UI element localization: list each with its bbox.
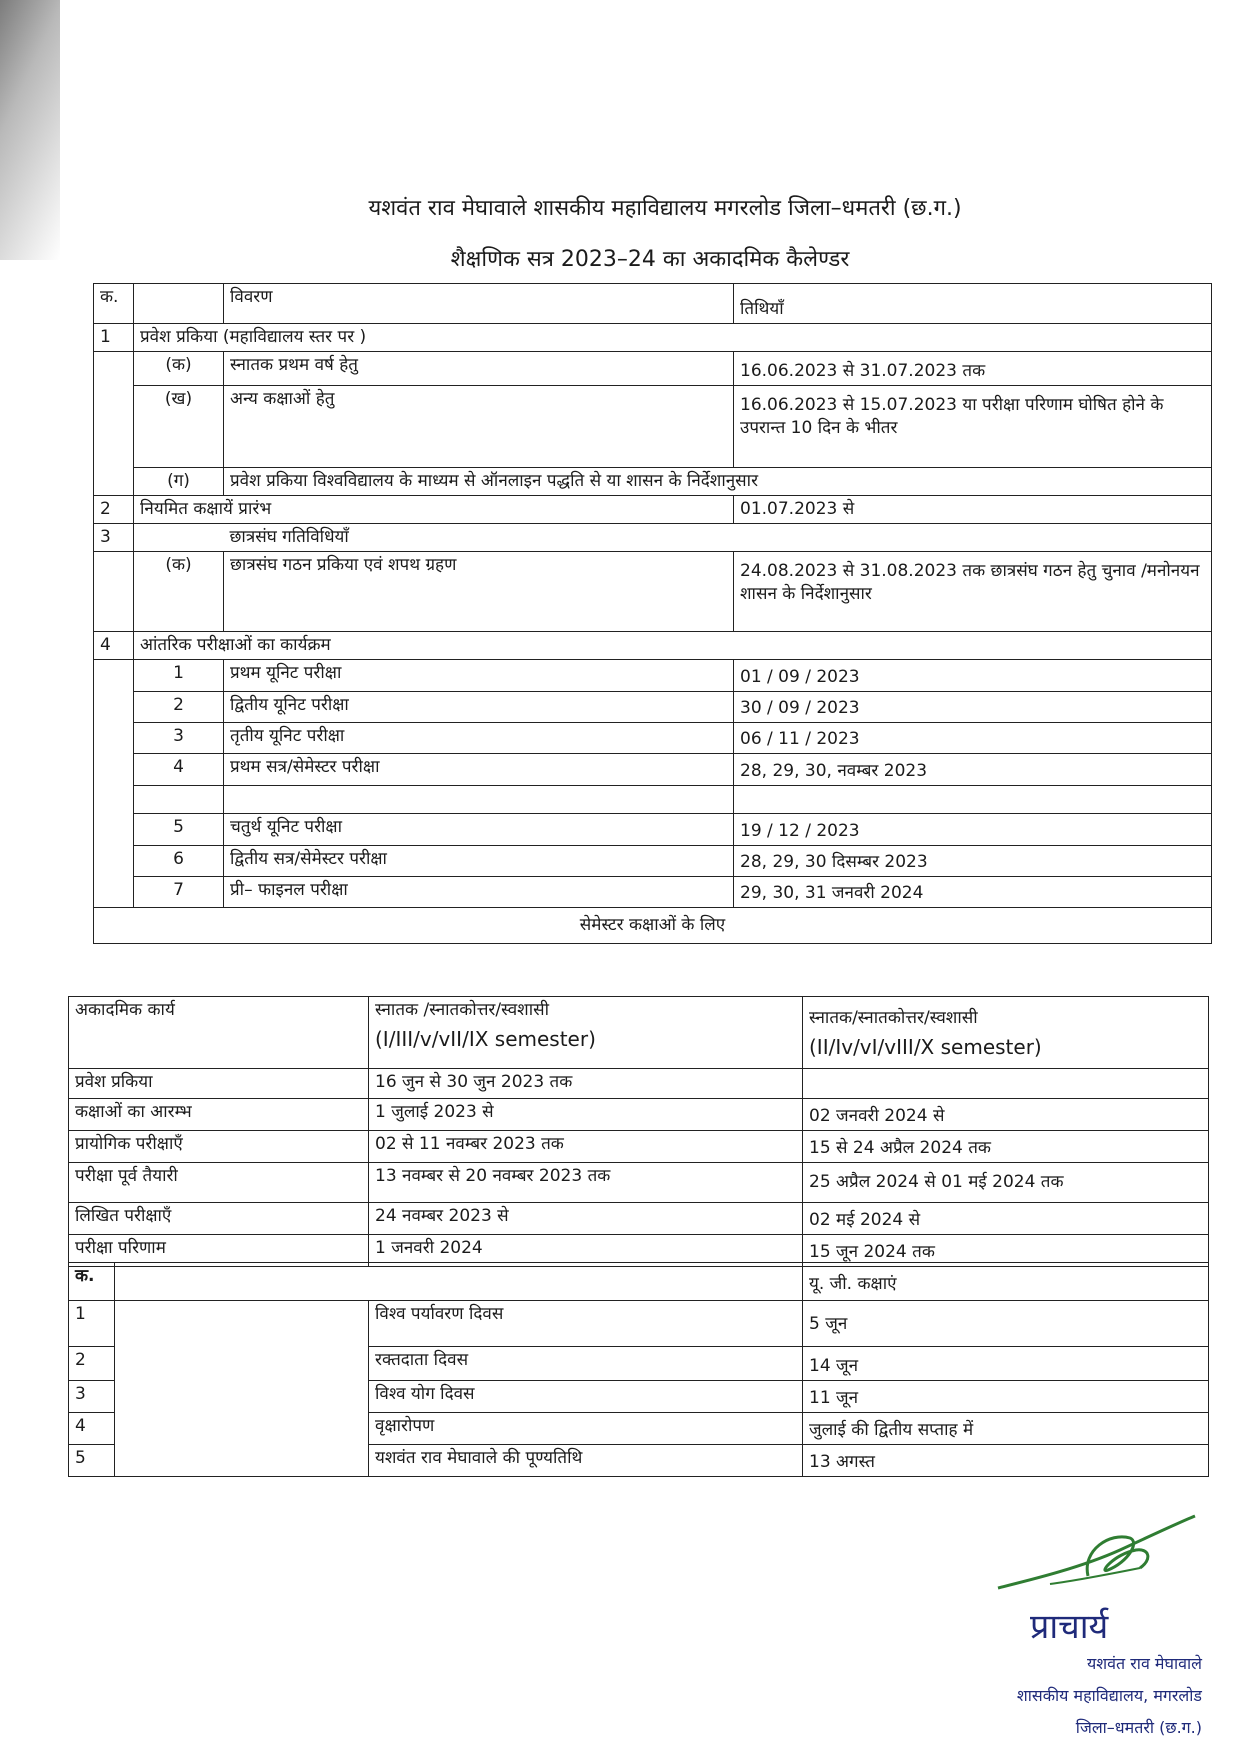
item-number: 7 bbox=[134, 877, 224, 908]
event-name: रक्तदाता दिवस bbox=[369, 1347, 803, 1381]
header-odd bbox=[369, 997, 803, 1069]
section-row bbox=[94, 324, 1212, 352]
calendar-table bbox=[93, 283, 1212, 944]
item-number: 2 bbox=[134, 692, 224, 723]
header-even bbox=[803, 997, 1209, 1069]
header-sno: क. bbox=[94, 284, 134, 324]
header-sno: क. bbox=[69, 1263, 115, 1301]
college-name-heading: यशवंत राव मेघावाले शासकीय महाविद्यालय मगरलोड जिला–धमतरी (छ.ग.) bbox=[368, 196, 962, 221]
work-label: प्रायोगिक परीक्षाएँ bbox=[69, 1131, 369, 1163]
odd-value: 16 जुन से 30 जुन 2023 तक bbox=[369, 1069, 803, 1099]
table-row bbox=[94, 754, 1212, 786]
row-desc: प्री– फाइनल परीक्षा bbox=[224, 877, 734, 908]
row-desc: चतुर्थ यूनिट परीक्षा bbox=[224, 814, 734, 846]
sub-label: (ख) bbox=[134, 386, 224, 468]
calendar-title: शैक्षणिक सत्र 2023–24 का अकादमिक कैलेण्डर bbox=[450, 247, 850, 272]
event-date: 13 अगस्त bbox=[803, 1445, 1209, 1477]
table-row bbox=[94, 723, 1212, 754]
row-date: 16.06.2023 से 15.07.2023 या परीक्षा परिणाम घोषित होने के उपरान्त 10 दिन के भीतर bbox=[734, 386, 1212, 468]
header-blank bbox=[115, 1263, 803, 1301]
table-row bbox=[94, 352, 1212, 386]
row-date: 29, 30, 31 जनवरी 2024 bbox=[734, 877, 1212, 908]
header-details: विवरण bbox=[224, 284, 734, 324]
row-date: 30 / 09 / 2023 bbox=[734, 692, 1212, 723]
principal-signature-block bbox=[950, 1510, 1220, 1750]
table-row bbox=[69, 1203, 1209, 1235]
table-row bbox=[94, 814, 1212, 846]
item-number: 1 bbox=[134, 660, 224, 692]
event-date: जुलाई की द्वितीय सप्ताह में bbox=[803, 1413, 1209, 1445]
events-header-row bbox=[69, 1263, 1209, 1301]
row-date: 28, 29, 30, नवम्बर 2023 bbox=[734, 754, 1212, 786]
header-even-line2: (II/Iv/vI/vIII/X semester) bbox=[809, 1035, 1042, 1059]
table-header-row bbox=[94, 284, 1212, 324]
event-name: यशवंत राव मेघावाले की पूण्यतिथि bbox=[369, 1445, 803, 1477]
section-title: प्रवेश प्रकिया (महाविद्यालय स्तर पर ) bbox=[134, 324, 1212, 352]
blank-cell bbox=[734, 786, 1212, 814]
events-table bbox=[68, 1262, 1209, 1477]
semester-header-row bbox=[69, 997, 1209, 1069]
sub-label: (क) bbox=[134, 352, 224, 386]
section-number: 3 bbox=[94, 524, 134, 552]
semester-table bbox=[68, 996, 1209, 1267]
table-row bbox=[94, 468, 1212, 496]
table-row bbox=[94, 877, 1212, 908]
item-number: 3 bbox=[69, 1381, 115, 1413]
odd-value: 1 जुलाई 2023 से bbox=[369, 1099, 803, 1131]
work-label: परीक्षा परिणाम bbox=[69, 1235, 369, 1267]
item-number: 2 bbox=[69, 1347, 115, 1381]
row-date: 24.08.2023 से 31.08.2023 तक छात्रसंघ गठन हेतु चुनाव /मनोनयन शासन के निर्देशानुसार bbox=[734, 552, 1212, 632]
work-label: लिखित परीक्षाएँ bbox=[69, 1203, 369, 1235]
event-name: विश्व योग दिवस bbox=[369, 1381, 803, 1413]
table-row bbox=[69, 1301, 1209, 1347]
blank-cell bbox=[134, 524, 224, 552]
item-number: 3 bbox=[134, 723, 224, 754]
row-desc: द्वितीय यूनिट परीक्षा bbox=[224, 692, 734, 723]
signature-mark bbox=[990, 1510, 1200, 1605]
blank-cell bbox=[224, 786, 734, 814]
header-odd-line2: (I/III/v/vII/IX semester) bbox=[375, 1027, 596, 1051]
table-row bbox=[69, 1131, 1209, 1163]
section-row bbox=[94, 524, 1212, 552]
row-date: 01.07.2023 से bbox=[734, 496, 1212, 524]
blank-cell bbox=[115, 1301, 369, 1477]
row-desc: प्रवेश प्रकिया विश्वविद्यालय के माध्यम से ऑनलाइन पद्धति से या शासन के निर्देशानुसार bbox=[224, 468, 1212, 496]
header-dates: तिथियाँ bbox=[734, 284, 1212, 324]
table-row bbox=[94, 552, 1212, 632]
even-value: 02 जनवरी 2024 से bbox=[803, 1099, 1209, 1131]
sub-label: (ग) bbox=[134, 468, 224, 496]
empty-row bbox=[94, 786, 1212, 814]
work-label: परीक्षा पूर्व तैयारी bbox=[69, 1163, 369, 1203]
table-row bbox=[94, 386, 1212, 468]
event-date: 11 जून bbox=[803, 1381, 1209, 1413]
item-number: 4 bbox=[134, 754, 224, 786]
header-work: अकादमिक कार्य bbox=[69, 997, 369, 1069]
work-label: प्रवेश प्रकिया bbox=[69, 1069, 369, 1099]
row-desc: अन्य कक्षाओं हेतु bbox=[224, 386, 734, 468]
section-row bbox=[94, 496, 1212, 524]
principal-title: प्राचार्य bbox=[1030, 1607, 1109, 1647]
event-date: 5 जून bbox=[803, 1301, 1209, 1347]
odd-value: 24 नवम्बर 2023 से bbox=[369, 1203, 803, 1235]
event-name: विश्व पर्यावरण दिवस bbox=[369, 1301, 803, 1347]
even-value: 25 अप्रैल 2024 से 01 मई 2024 तक bbox=[803, 1163, 1209, 1203]
blank-cell bbox=[94, 552, 134, 632]
row-desc: तृतीय यूनिट परीक्षा bbox=[224, 723, 734, 754]
semester-heading-row bbox=[94, 908, 1212, 944]
table-row bbox=[94, 660, 1212, 692]
header-ug: यू. जी. कक्षाएं bbox=[803, 1263, 1209, 1301]
event-name: वृक्षारोपण bbox=[369, 1413, 803, 1445]
blank-cell bbox=[134, 786, 224, 814]
table-row bbox=[94, 846, 1212, 877]
blank-cell bbox=[94, 660, 134, 908]
section-title: छात्रसंघ गतिविधियाँ bbox=[224, 524, 1212, 552]
header-blank bbox=[134, 284, 224, 324]
row-date: 19 / 12 / 2023 bbox=[734, 814, 1212, 846]
work-label: कक्षाओं का आरम्भ bbox=[69, 1099, 369, 1131]
odd-value: 1 जनवरी 2024 bbox=[369, 1235, 803, 1267]
item-number: 4 bbox=[69, 1413, 115, 1445]
section-number: 1 bbox=[94, 324, 134, 352]
event-date: 14 जून bbox=[803, 1347, 1209, 1381]
header-even-line1: स्नातक/स्नातकोत्तर/स्वशासी bbox=[809, 1008, 978, 1028]
item-number: 5 bbox=[69, 1445, 115, 1477]
section-number: 2 bbox=[94, 496, 134, 524]
even-value: 15 जून 2024 तक bbox=[803, 1235, 1209, 1267]
row-desc: स्नातक प्रथम वर्ष हेतु bbox=[224, 352, 734, 386]
odd-value: 02 से 11 नवम्बर 2023 तक bbox=[369, 1131, 803, 1163]
sub-label: (क) bbox=[134, 552, 224, 632]
row-desc: प्रथम यूनिट परीक्षा bbox=[224, 660, 734, 692]
stamp-line-3: जिला–धमतरी (छ.ग.) bbox=[1075, 1718, 1202, 1737]
section-title: आंतरिक परीक्षाओं का कार्यक्रम bbox=[134, 632, 1212, 660]
section-number: 4 bbox=[94, 632, 134, 660]
odd-value: 13 नवम्बर से 20 नवम्बर 2023 तक bbox=[369, 1163, 803, 1203]
row-date: 28, 29, 30 दिसम्बर 2023 bbox=[734, 846, 1212, 877]
even-value: 15 से 24 अप्रैल 2024 तक bbox=[803, 1131, 1209, 1163]
header-odd-line1: स्नातक /स्नातकोत्तर/स्वशासी bbox=[375, 1000, 550, 1020]
semester-heading: सेमेस्टर कक्षाओं के लिए bbox=[94, 908, 1212, 944]
row-desc: छात्रसंघ गठन प्रकिया एवं शपथ ग्रहण bbox=[224, 552, 734, 632]
table-row bbox=[69, 1069, 1209, 1099]
row-date: 01 / 09 / 2023 bbox=[734, 660, 1212, 692]
section-title: नियमित कक्षायें प्रारंभ bbox=[134, 496, 734, 524]
even-value bbox=[803, 1069, 1209, 1099]
table-row bbox=[69, 1163, 1209, 1203]
stamp-line-2: शासकीय महाविद्यालय, मगरलोड bbox=[1016, 1686, 1202, 1705]
row-desc: द्वितीय सत्र/सेमेस्टर परीक्षा bbox=[224, 846, 734, 877]
section-row bbox=[94, 632, 1212, 660]
item-number: 1 bbox=[69, 1301, 115, 1347]
item-number: 5 bbox=[134, 814, 224, 846]
blank-cell bbox=[94, 352, 134, 496]
row-date: 16.06.2023 से 31.07.2023 तक bbox=[734, 352, 1212, 386]
item-number: 6 bbox=[134, 846, 224, 877]
table-row bbox=[94, 692, 1212, 723]
row-date: 06 / 11 / 2023 bbox=[734, 723, 1212, 754]
stamp-line-1: यशवंत राव मेघावाले bbox=[1087, 1654, 1202, 1673]
even-value: 02 मई 2024 से bbox=[803, 1203, 1209, 1235]
table-row bbox=[69, 1099, 1209, 1131]
row-desc: प्रथम सत्र/सेमेस्टर परीक्षा bbox=[224, 754, 734, 786]
